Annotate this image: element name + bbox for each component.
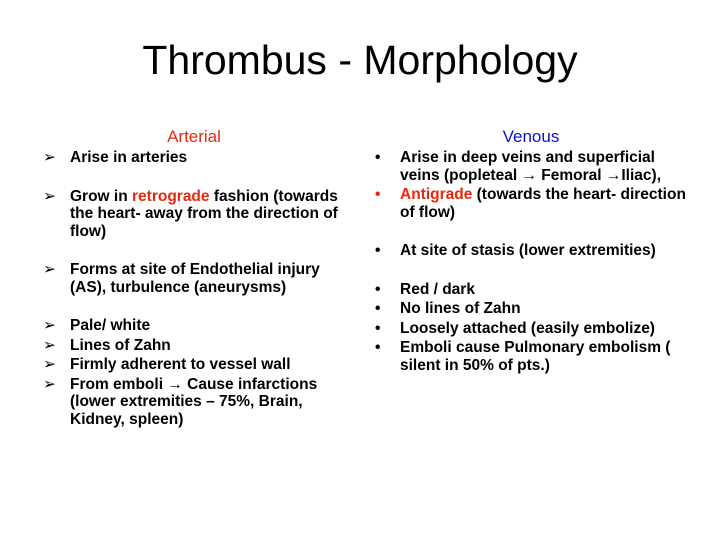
venous-item: • No lines of Zahn <box>375 300 521 317</box>
arrowhead-bullet-icon: ➢ <box>43 336 56 354</box>
venous-item: • Antigrade (towards the heart- direction of flow) <box>375 186 686 221</box>
arterial-item: ➢ From emboli → Cause infarctions (lower extremities – 75%, Brain, Kidney, spleen) <box>43 375 318 428</box>
round-bullet-icon: • <box>375 319 381 337</box>
arterial-column <box>43 127 345 430</box>
arrowhead-bullet-icon: ➢ <box>43 375 56 393</box>
arterial-heading: Arterial <box>167 127 221 146</box>
venous-item: • Loosely attached (easily embolize) <box>375 319 655 337</box>
highlight-retrograde: retrograde <box>132 187 210 205</box>
venous-heading: Venous <box>502 127 560 146</box>
arrowhead-bullet-icon: ➢ <box>43 317 56 334</box>
round-bullet-icon: • <box>375 339 381 356</box>
arrowhead-bullet-icon: ➢ <box>43 356 56 373</box>
arterial-item: ➢ Lines of Zahn <box>43 336 171 354</box>
venous-item: • Emboli cause Pulmonary embolism ( silent in 50% of pts.) <box>375 339 671 374</box>
slide-title: Thrombus - Morphology <box>142 37 578 83</box>
highlight-antigrade: Antigrade <box>400 186 473 203</box>
arterial-item: ➢ Grow in retrograde fashion (towards the heart- away from the direction of flow) <box>43 187 338 240</box>
round-bullet-icon: • <box>375 242 381 259</box>
right-arrow-icon: → <box>521 166 537 184</box>
venous-item: • Arise in deep veins and superficial veins (popleteal → Femoral →Iliac), <box>375 149 662 184</box>
arterial-item: ➢ Arise in arteries <box>43 149 188 166</box>
round-bullet-icon: • <box>375 186 381 203</box>
arterial-list <box>43 149 345 428</box>
arrowhead-bullet-icon: ➢ <box>43 261 56 278</box>
venous-item: • At site of stasis (lower extremities) <box>375 242 656 259</box>
round-bullet-icon: • <box>375 149 381 166</box>
arrowhead-bullet-icon: ➢ <box>43 187 56 205</box>
arterial-item: ➢ Firmly adherent to vessel wall <box>43 356 291 373</box>
right-arrow-icon: → <box>605 166 622 184</box>
venous-item: • Red / dark <box>375 280 475 298</box>
round-bullet-icon: • <box>375 300 381 317</box>
right-arrow-icon: → <box>167 375 183 393</box>
venous-column <box>371 127 691 376</box>
arrowhead-bullet-icon: ➢ <box>43 149 56 166</box>
arterial-item: ➢ Pale/ white <box>43 317 151 334</box>
round-bullet-icon: • <box>375 280 381 298</box>
arterial-item: ➢ Forms at site of Endothelial injury (AS), turbulence (aneurysms) <box>43 261 320 296</box>
venous-list <box>371 149 691 374</box>
